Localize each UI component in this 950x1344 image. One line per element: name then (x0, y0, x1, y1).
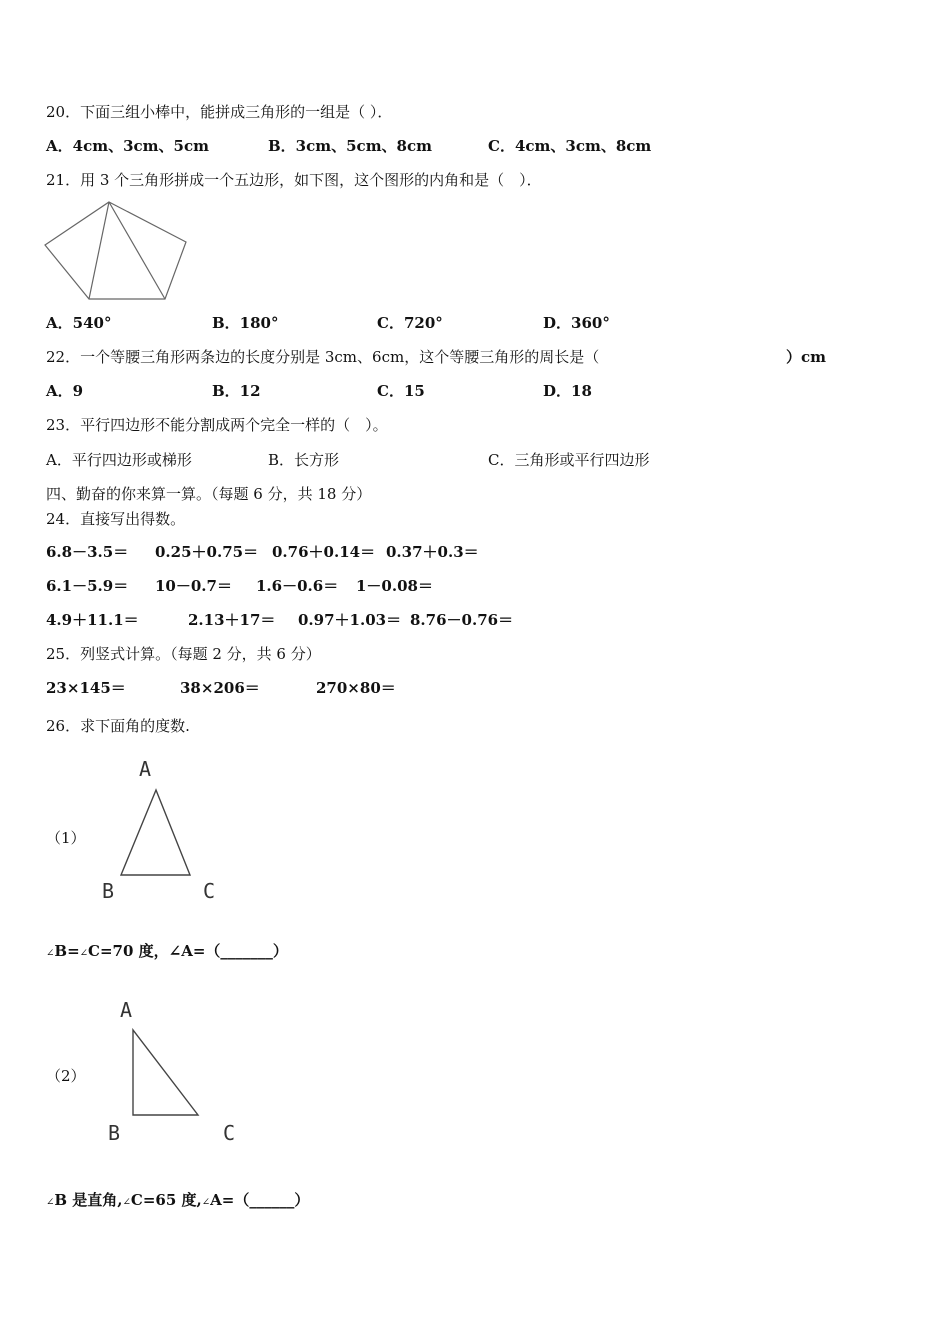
triangle-1-outline (121, 790, 190, 875)
q24-item: 6.1－5.9＝ (46, 577, 129, 595)
q26-stem: 26．求下面角的度数. (46, 717, 190, 735)
q24-item: 1.6－0.6＝ (256, 577, 339, 595)
vertex-label-c: C (223, 1121, 236, 1145)
condition-text: B= (54, 942, 80, 960)
condition-text: C=70 度，∠A=（_______） (88, 942, 288, 960)
triangle-figure-2 (100, 994, 250, 1154)
condition-text: A=（______） (210, 1191, 310, 1209)
q26-part1-label: （1） (46, 829, 86, 847)
vertex-label-b: B (108, 1121, 121, 1145)
q21-option-b: B．180° (212, 314, 279, 332)
q24-item: 4.9＋11.1＝ (46, 611, 139, 629)
q25-item: 38×206＝ (180, 679, 260, 697)
q24-item: 6.8－3.5＝ (46, 543, 129, 561)
triangle-2-outline (133, 1030, 198, 1115)
q23-stem: 23．平行四边形不能分割成两个完全一样的（ ）。 (46, 416, 388, 434)
q25-item: 23×145＝ (46, 679, 126, 697)
section-4-title: 四、勤奋的你来算一算。（每题 6 分，共 18 分） (46, 485, 372, 503)
q25-item: 270×80＝ (316, 679, 396, 697)
q24-item: 2.13＋17＝ (188, 611, 276, 629)
q22-stem: 22．一个等腰三角形两条边的长度分别是 3cm、6cm，这个等腰三角形的周长是（ (46, 348, 600, 366)
q24-item: 0.37＋0.3＝ (386, 543, 479, 561)
vertex-label-c: C (203, 879, 216, 903)
q26-part2-condition (46, 1190, 309, 1213)
q23-option-b: B．长方形 (268, 451, 340, 469)
angle-symbol: ∠ (201, 1197, 211, 1208)
q21-option-a: A．540° (46, 314, 112, 332)
angle-symbol: ∠ (122, 1197, 131, 1208)
q24-stem: 24．直接写出得数。 (46, 510, 186, 528)
condition-text: C=65 度, (130, 1191, 202, 1209)
q20-option-c: C．4cm、3cm、8cm (488, 137, 652, 155)
q20-option-a: A．4cm、3cm、5cm (46, 137, 209, 155)
vertex-label-a: A (120, 998, 133, 1022)
angle-symbol: ∠ (46, 948, 55, 959)
q21-option-c: C．720° (377, 314, 443, 332)
condition-text: B 是直角, (54, 1191, 123, 1209)
q25-stem: 25．列竖式计算。（每题 2 分，共 6 分） (46, 645, 321, 663)
q24-item: 10－0.7＝ (155, 577, 232, 595)
q22-option-d: D．18 (543, 382, 592, 400)
q21-option-d: D．360° (543, 314, 610, 332)
pentagon-diagonal-1 (89, 202, 109, 299)
q24-item: 0.25＋0.75＝ (155, 543, 259, 561)
q26-part2-label: （2） (46, 1067, 86, 1085)
q24-item: 0.76＋0.14＝ (272, 543, 376, 561)
q22-option-a: A．9 (46, 382, 84, 400)
q24-item: 8.76－0.76＝ (410, 611, 514, 629)
angle-symbol: ∠ (46, 1197, 55, 1208)
q21-stem: 21．用 3 个三角形拼成一个五边形，如下图，这个图形的内角和是（ ）． (46, 171, 542, 189)
q23-option-c: C．三角形或平行四边形 (488, 451, 650, 469)
q20-option-b: B．3cm、5cm、8cm (268, 137, 433, 155)
q20-stem: 20．下面三组小棒中，能拼成三角形的一组是（ ）． (46, 103, 393, 121)
q22-option-c: C．15 (377, 382, 425, 400)
q24-item: 0.97＋1.03＝ (298, 611, 402, 629)
triangle-figure-1 (95, 755, 235, 905)
q22-stem-end: ）cm (786, 348, 827, 366)
q26-part1-condition (46, 941, 288, 964)
vertex-label-b: B (102, 879, 115, 903)
pentagon-figure (43, 199, 193, 304)
q22-option-b: B．12 (212, 382, 261, 400)
q23-option-a: A．平行四边形或梯形 (46, 451, 192, 469)
q24-item: 1－0.08＝ (356, 577, 433, 595)
vertex-label-a: A (139, 757, 152, 781)
pentagon-outline (45, 202, 186, 299)
angle-symbol: ∠ (79, 948, 89, 959)
